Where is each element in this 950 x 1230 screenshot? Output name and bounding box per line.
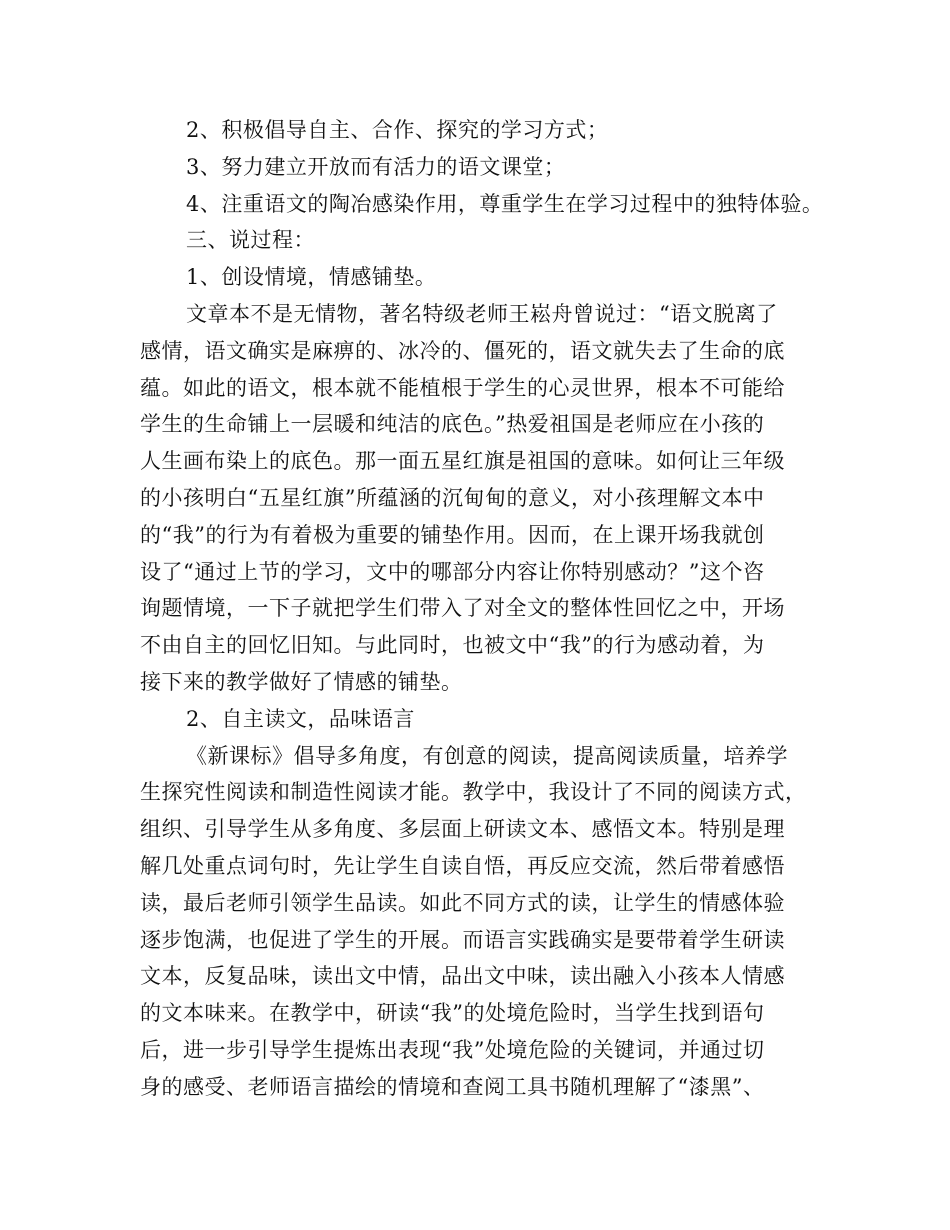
text-line: 不由自主的回忆旧知。与此同时，也被文中“我”的行为感动着，为 bbox=[140, 633, 765, 658]
text-line: 接下来的教学做好了情感的铺垫。 bbox=[140, 669, 463, 694]
text-line: 蕴。如此的语文，根本就不能植根于学生的心灵世界，根本不可能给 bbox=[140, 375, 785, 400]
text-line: 的文本味来。在教学中，研读“我”的处境危险时，当学生找到语句 bbox=[140, 1001, 765, 1026]
text-line: 人生画布染上的底色。那一面五星红旗是祖国的意味。如何让三年级 bbox=[140, 449, 785, 474]
text-line: 2、积极倡导自主、合作、探究的学习方式； bbox=[186, 118, 609, 142]
text-line: 的“我”的行为有着极为重要的铺垫作用。因而，在上课开场我就创 bbox=[140, 522, 765, 547]
text-line: 身的感受、老师语言描绘的情境和查阅工具书随机理解了“漆黑”、 bbox=[140, 1074, 765, 1099]
text-line: 逐步饱满，也促进了学生的开展。而语言实践确实是要带着学生研读 bbox=[140, 927, 785, 952]
subsection-heading: 2、自主读文，品味语言 bbox=[186, 706, 415, 731]
text-line: 组织、引导学生从多角度、多层面上研读文本、感悟文本。特别是理 bbox=[140, 817, 785, 842]
text-line: 解几处重点词句时，先让学生自读自悟，再反应交流，然后带着感悟 bbox=[140, 853, 785, 878]
text-line: 的小孩明白“五星红旗”所蕴涵的沉甸甸的意义，对小孩理解文本中 bbox=[140, 485, 765, 510]
text-line: 《新课标》倡导多角度，有创意的阅读，提高阅读质量，培养学 bbox=[186, 743, 788, 768]
text-line: 读，最后老师引领学生品读。如此不同方式的读，让学生的情感体验 bbox=[140, 890, 785, 915]
section-heading: 三、说过程： bbox=[186, 228, 315, 253]
text-line: 学生的生命铺上一层暖和纯洁的底色。”热爱祖国是老师应在小孩的 bbox=[140, 412, 765, 437]
text-line: 文本，反复品味，读出文中情，品出文中味，读出融入小孩本人情感 bbox=[140, 964, 785, 989]
text-line: 设了“通过上节的学习，文中的哪部分内容让你特别感动？”这个咨 bbox=[140, 559, 765, 584]
subsection-heading: 1、创设情境，情感铺垫。 bbox=[186, 265, 437, 290]
text-line: 后，进一步引导学生提炼出表现“我”处境危险的关键词，并通过切 bbox=[140, 1037, 765, 1062]
text-line: 3、努力建立开放而有活力的语文课堂； bbox=[186, 154, 566, 179]
text-line: 文章本不是无情物，著名特级老师王崧舟曾说过：“语文脱离了 bbox=[186, 301, 778, 326]
document-body bbox=[140, 112, 824, 1106]
text-line: 4、注重语文的陶冶感染作用，尊重学生在学习过程中的独特体验。 bbox=[186, 191, 824, 216]
text-line: 感情，语文确实是麻痹的、冰冷的、僵死的，语文就失去了生命的底 bbox=[140, 338, 785, 363]
text-line: 生探究性阅读和制造性阅读才能。教学中，我设计了不同的阅读方式， bbox=[140, 780, 807, 805]
text-line: 询题情境，一下子就把学生们带入了对全文的整体性回忆之中，开场 bbox=[140, 596, 785, 621]
